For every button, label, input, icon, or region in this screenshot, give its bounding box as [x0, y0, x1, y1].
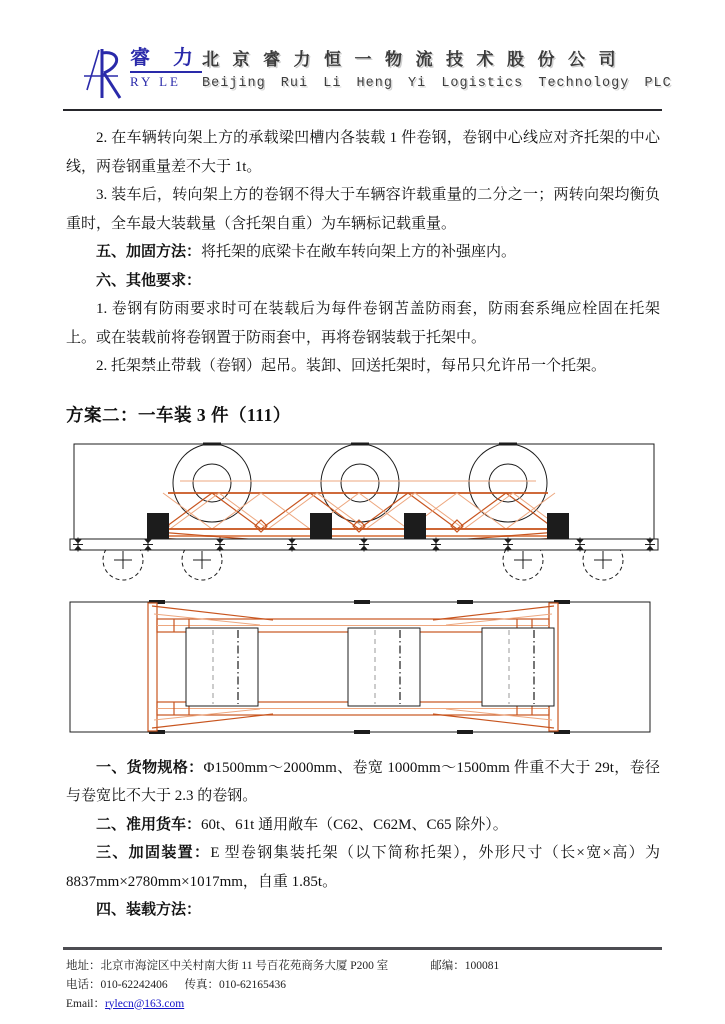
address-value: 北京市海淀区中关村南大街 11 号百花苑商务大厦 P200 室 [100, 959, 389, 972]
paragraph-label: 一、货物规格： [96, 759, 204, 776]
email-label: Email： [66, 997, 105, 1010]
car-deck [70, 537, 658, 551]
company-name-cn: 北京睿力恒一物流技术股份公司 [202, 50, 629, 69]
fax-value: 010-62165436 [218, 978, 287, 991]
header [0, 0, 725, 102]
paragraph: 五、加固方法：将托架的底梁卡在敞车转向架上方的补强座内。 [96, 244, 517, 260]
paragraph-label: 五、加固方法： [96, 244, 202, 260]
email-link[interactable]: rylecn@163.com [104, 997, 185, 1010]
phone-value: 010-62242406 [100, 978, 168, 991]
loading-diagram-top-view [68, 599, 660, 739]
company-name-block [202, 46, 672, 93]
loading-diagram-side-view [68, 441, 660, 581]
phone-label: 电话： [66, 978, 101, 991]
footer-address-line [66, 957, 659, 976]
header-divider [63, 109, 662, 111]
company-logo [84, 46, 202, 102]
steel-coil-top [186, 628, 258, 706]
body-text-top [66, 124, 660, 381]
zip-label: 邮编： [430, 959, 465, 972]
paragraph: 一、货物规格：Φ1500mm～2000mm、卷宽 1000mm～1500mm 件重不大于 29t，卷径与卷宽比不大于 2.3 的卷钢。 [66, 759, 660, 804]
chock-block [310, 513, 332, 539]
paragraph: 3. 装车后，转向架上方的卷钢不得大于车辆容许载重量的二分之一；两转向架均衡负重时，全车最大装载量（含托架自重）为车辆标记载重量。 [66, 187, 660, 232]
steel-coil-top [348, 628, 420, 706]
logo-r-icon [84, 46, 128, 102]
paragraph: 2. 在车辆转向架上方的承载梁凹槽内各装载 1 件卷钢，卷钢中心线应对齐托架的中心线，两卷钢重量差不大于 1t。 [66, 130, 660, 175]
logo-name-en: RY LE [130, 71, 202, 89]
logo-text [130, 46, 202, 89]
paragraph-label: 四、装载方法： [96, 902, 202, 918]
paragraph [66, 267, 660, 296]
fax-label: 传真： [184, 978, 219, 991]
section-heading-plan2: 方案二：一车装 3 件（111） [66, 404, 291, 425]
footer-email-line [66, 995, 659, 1014]
chock-block [404, 513, 426, 539]
footer-phone-line [66, 976, 659, 995]
paragraph [66, 896, 660, 925]
chock-block [147, 513, 169, 539]
footer [63, 947, 662, 1014]
company-name-en: Beijing Rui Li Heng Yi Logistics Technology PLC [202, 76, 672, 91]
address-label: 地址： [66, 959, 101, 972]
logo-name-cn: 睿 力 [130, 47, 202, 69]
zip-value: 100081 [464, 959, 500, 972]
paragraph: 二、准用货车：60t、61t 通用敞车（C62、C62M、C65 除外）。 [96, 816, 508, 833]
steel-coil-top [482, 628, 554, 706]
paragraph: 1. 卷钢有防雨要求时可在装载后为每件卷钢苫盖防雨套，防雨套系绳应栓固在托架上。或在装载前将卷钢置于防雨套中，再将卷钢装载于托架中。 [66, 301, 660, 346]
paragraph-label: 六、其他要求： [96, 272, 202, 289]
paragraph: 三、加固装置：E 型卷钢集装托架（以下简称托架），外形尺寸（长×宽×高）为 8837mm×2780mm×1017mm，自重 1.85t。 [66, 845, 660, 890]
paragraph-label: 二、准用货车： [96, 816, 202, 833]
chock-block [547, 513, 569, 539]
paragraph: 2. 托架禁止带载（卷钢）起吊。装卸、回送托架时，每吊只允许吊一个托架。 [96, 358, 607, 374]
paragraph-label: 三、加固装置： [96, 845, 211, 861]
body-text-bottom [66, 754, 660, 925]
